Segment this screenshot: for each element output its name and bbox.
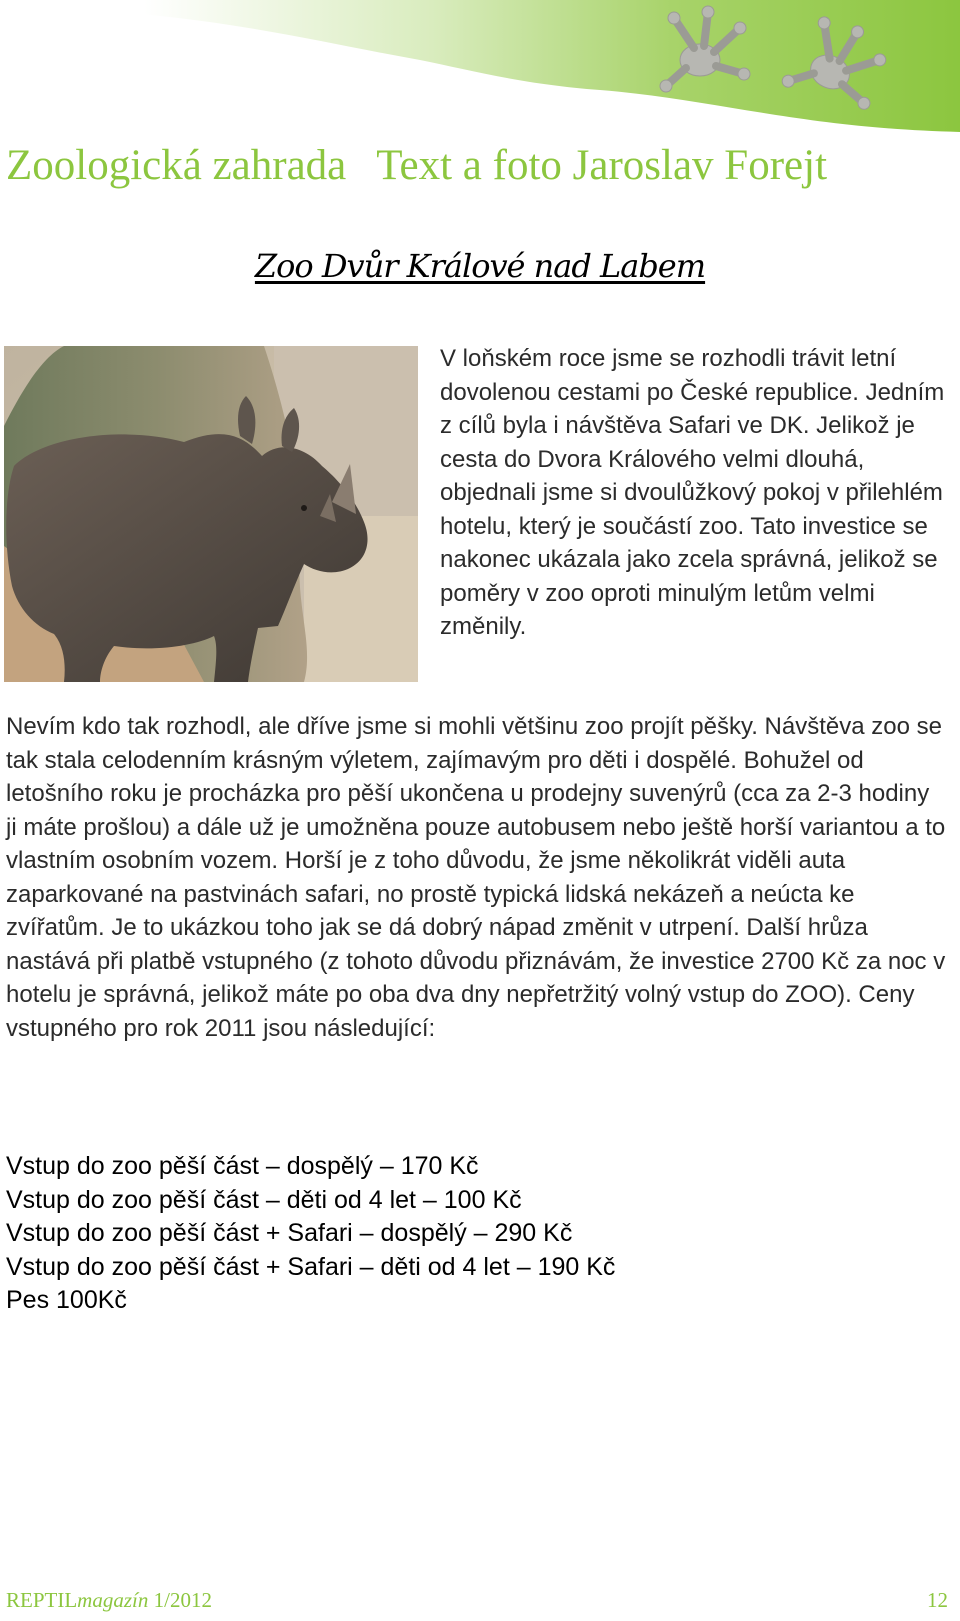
page-number: 12 <box>927 1588 948 1612</box>
main-paragraph: Nevím kdo tak rozhodl, ale dříve jsme si mohli většinu zoo projít pěšky. Návštěva zoo se tak stala celodenním krásným výletem, zajímavým pro děti i dospělé. Bohužel od letošního roku je procházka pro pěší ukončena u prodejny suvenýrů (cca za 2-3 hodiny ji máte prošlou) a dále už je umožněna pouze autobusem nebo ještě horší variantou a to vlastním osobním vozem. Horší je z toho důvodu, že jsme několikrát viděli auta zaparkované na pastvinách safari, no prostě typická lidská nekázeň a neúcta ke zvířatům. Je to ukázkou toho jak se dá dobrý nápad změnit v utrpení. Další hrůza nastává při platbě vstupného (z tohoto důvodu přiznávám, že investice 2700 Kč za noc v hotelu je správná, jelikož máte po oba dva dny nepřetržitý volný vstup do ZOO). Ceny vstupného pro rok 2011 jsou následující: <box>6 713 946 1042</box>
price-list <box>6 1150 906 1318</box>
magazine-name: REPTIL <box>6 1588 78 1612</box>
article-title: Zoo Dvůr Králové nad Labem <box>254 247 706 285</box>
intro-paragraph: V loňském roce jsme se rozhodli trávit letní dovolenou cestami po České republice. Jedním z cílů byla i návštěva Safari ve DK. Jelikož je cesta do Dvora Králového velmi dlouhá, objednali jsme si dvoulůžkový pokoj v přilehlém hotelu, který je součástí zoo. Tato investice se nakonec ukázala jako zcela správná, jelikož se poměry v zoo oproti minulým letům velmi změnily. <box>440 345 945 640</box>
price-item: Vstup do zoo pěší část + Safari – děti od 4 let – 190 Kč <box>6 1252 616 1281</box>
price-item: Vstup do zoo pěší část + Safari – dospělý – 290 Kč <box>6 1219 573 1247</box>
rhinoceros-photo <box>4 346 418 682</box>
price-item: Pes 100Kč <box>6 1286 127 1314</box>
magazine-name-italic: magazín <box>77 1588 149 1612</box>
price-item: Vstup do zoo pěší část – dospělý – 170 Kč <box>6 1152 479 1180</box>
section-header <box>6 138 956 194</box>
magazine-issue <box>6 1588 212 1613</box>
author-credit: Text a foto Jaroslav Forejt <box>376 142 828 189</box>
section-name: Zoologická zahrada <box>6 142 347 189</box>
header-banner <box>0 0 960 140</box>
issue-number: 1/2012 <box>148 1588 212 1612</box>
price-item: Vstup do zoo pěší část – děti od 4 let – 100 Kč <box>6 1185 522 1214</box>
